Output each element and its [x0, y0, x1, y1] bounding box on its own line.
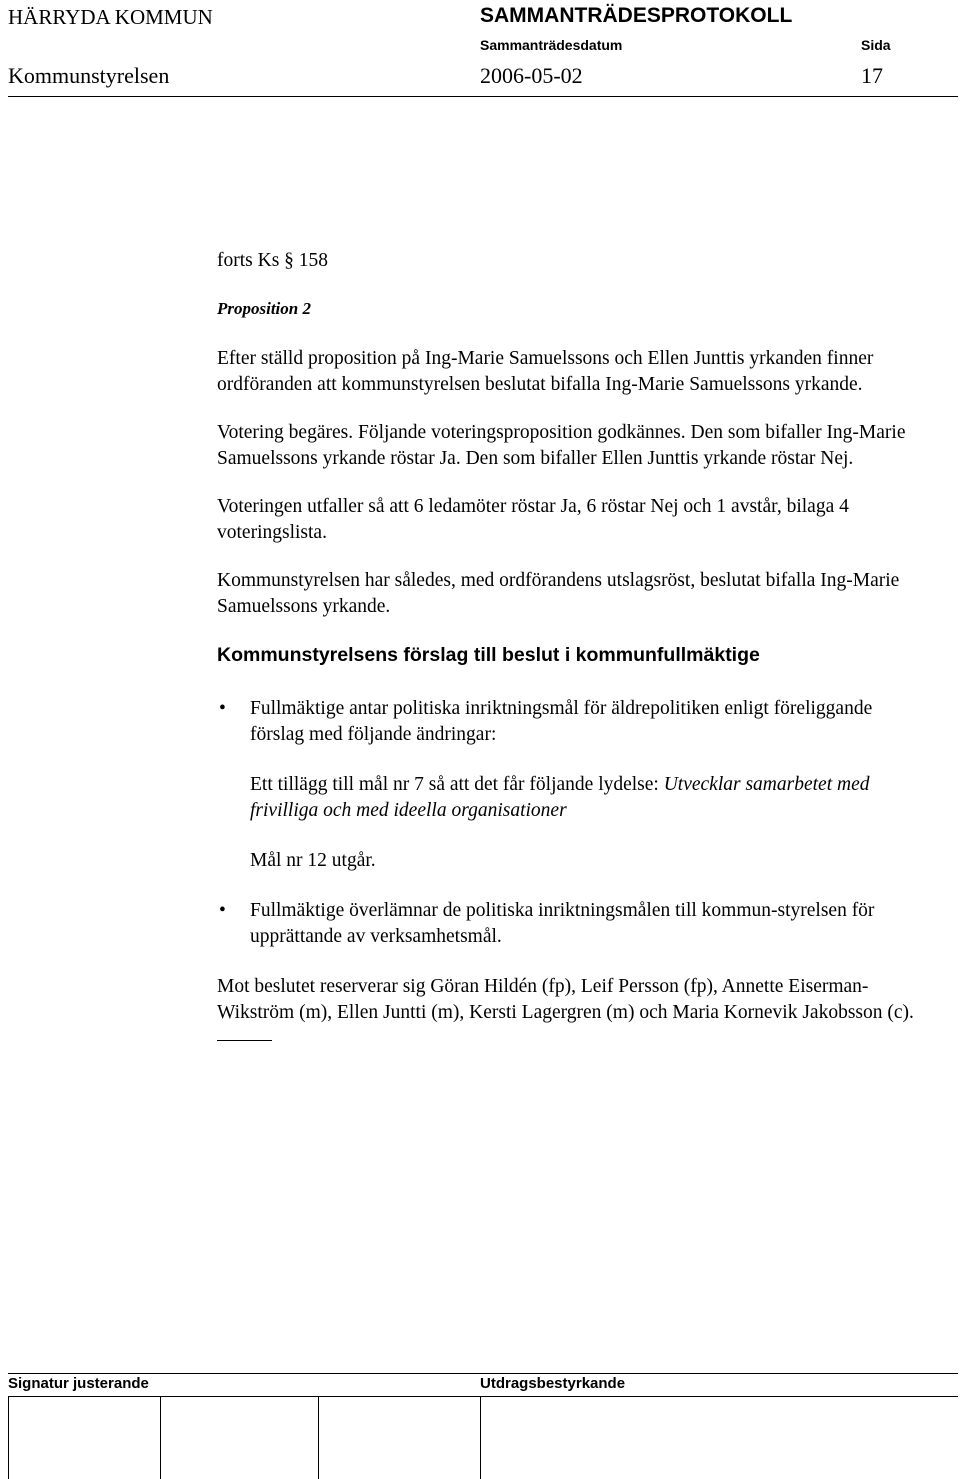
meeting-date: 2006-05-02	[480, 63, 583, 88]
amendment-goal-12: Mål nr 12 utgår.	[250, 850, 376, 871]
certification-label: Utdragsbestyrkande	[480, 1375, 626, 1392]
header-divider	[8, 96, 958, 97]
paragraph-vote-outcome: Voteringen utfaller så att 6 ledamöter röstar Ja, 6 röstar Nej och 1 avstår, bilaga 4 voteringslista.	[217, 496, 849, 543]
list-item	[217, 696, 917, 748]
list-item-text: Fullmäktige antar politiska inriktningsmål för äldrepolitiken enligt föreliggande förslag med följande ändringar:	[250, 698, 873, 745]
bullet-icon: •	[219, 698, 226, 719]
signature-box-divider	[480, 1396, 481, 1479]
document-body	[217, 248, 917, 1041]
amendment-goal-7	[217, 772, 917, 824]
signature-label: Signatur justerande	[8, 1375, 149, 1392]
proposal-heading: Kommunstyrelsens förslag till beslut i kommunfullmäktige	[217, 644, 760, 666]
page-label: Sida	[861, 37, 891, 53]
paragraph-vote-request: Votering begäres. Följande voteringsproposition godkännes. Den som bifaller Ing-Marie Samuelssons yrkande röstar Ja. Den som bifaller Ellen Junttis yrkande röstar Nej.	[217, 422, 906, 469]
meeting-date-label: Sammanträdesdatum	[480, 37, 623, 53]
document-title: SAMMANTRÄDESPROTOKOLL	[480, 4, 793, 27]
end-mark	[217, 1040, 272, 1041]
paragraph-proposition-result: Efter ställd proposition på Ing-Marie Samuelssons och Ellen Junttis yrkanden finner ordföranden att kommunstyrelsen beslutat bifalla Ing-Marie Samuelssons yrkande.	[217, 348, 874, 395]
amendment-wording: Utvecklar samarbetet med frivilliga och med ideella organisationer	[250, 774, 870, 821]
municipality-name: HÄRRYDA KOMMUN	[8, 5, 213, 29]
amendment-text: Ett tillägg till mål nr 7 så att det får följande lydelse:	[250, 774, 664, 795]
bullet-icon: •	[219, 900, 226, 921]
signature-box-divider	[318, 1396, 319, 1479]
signature-box-top	[8, 1396, 958, 1397]
paragraph-reservation: Mot beslutet reserverar sig Göran Hildén (fp), Leif Persson (fp), Annette Eiserman-Wikström (m), Ellen Juntti (m), Kersti Lagergren (m) och Maria Kornevik Jakobsson (c).	[217, 976, 914, 1023]
signature-box-divider	[8, 1396, 9, 1479]
paragraph-decision: Kommunstyrelsen har således, med ordförandens utslagsröst, beslutat bifalla Ing-Marie Samuelssons yrkande.	[217, 570, 900, 617]
list-item-text: Fullmäktige överlämnar de politiska inriktningsmålen till kommun-styrelsen för upprättande av verksamhetsmål.	[250, 900, 875, 947]
page-number: 17	[861, 63, 883, 88]
list-item	[217, 898, 917, 950]
signature-box-divider	[160, 1396, 161, 1479]
footer-divider	[8, 1373, 958, 1374]
proposition-title: Proposition 2	[217, 299, 311, 318]
section-reference: forts Ks § 158	[217, 250, 329, 271]
committee-name: Kommunstyrelsen	[8, 63, 170, 88]
